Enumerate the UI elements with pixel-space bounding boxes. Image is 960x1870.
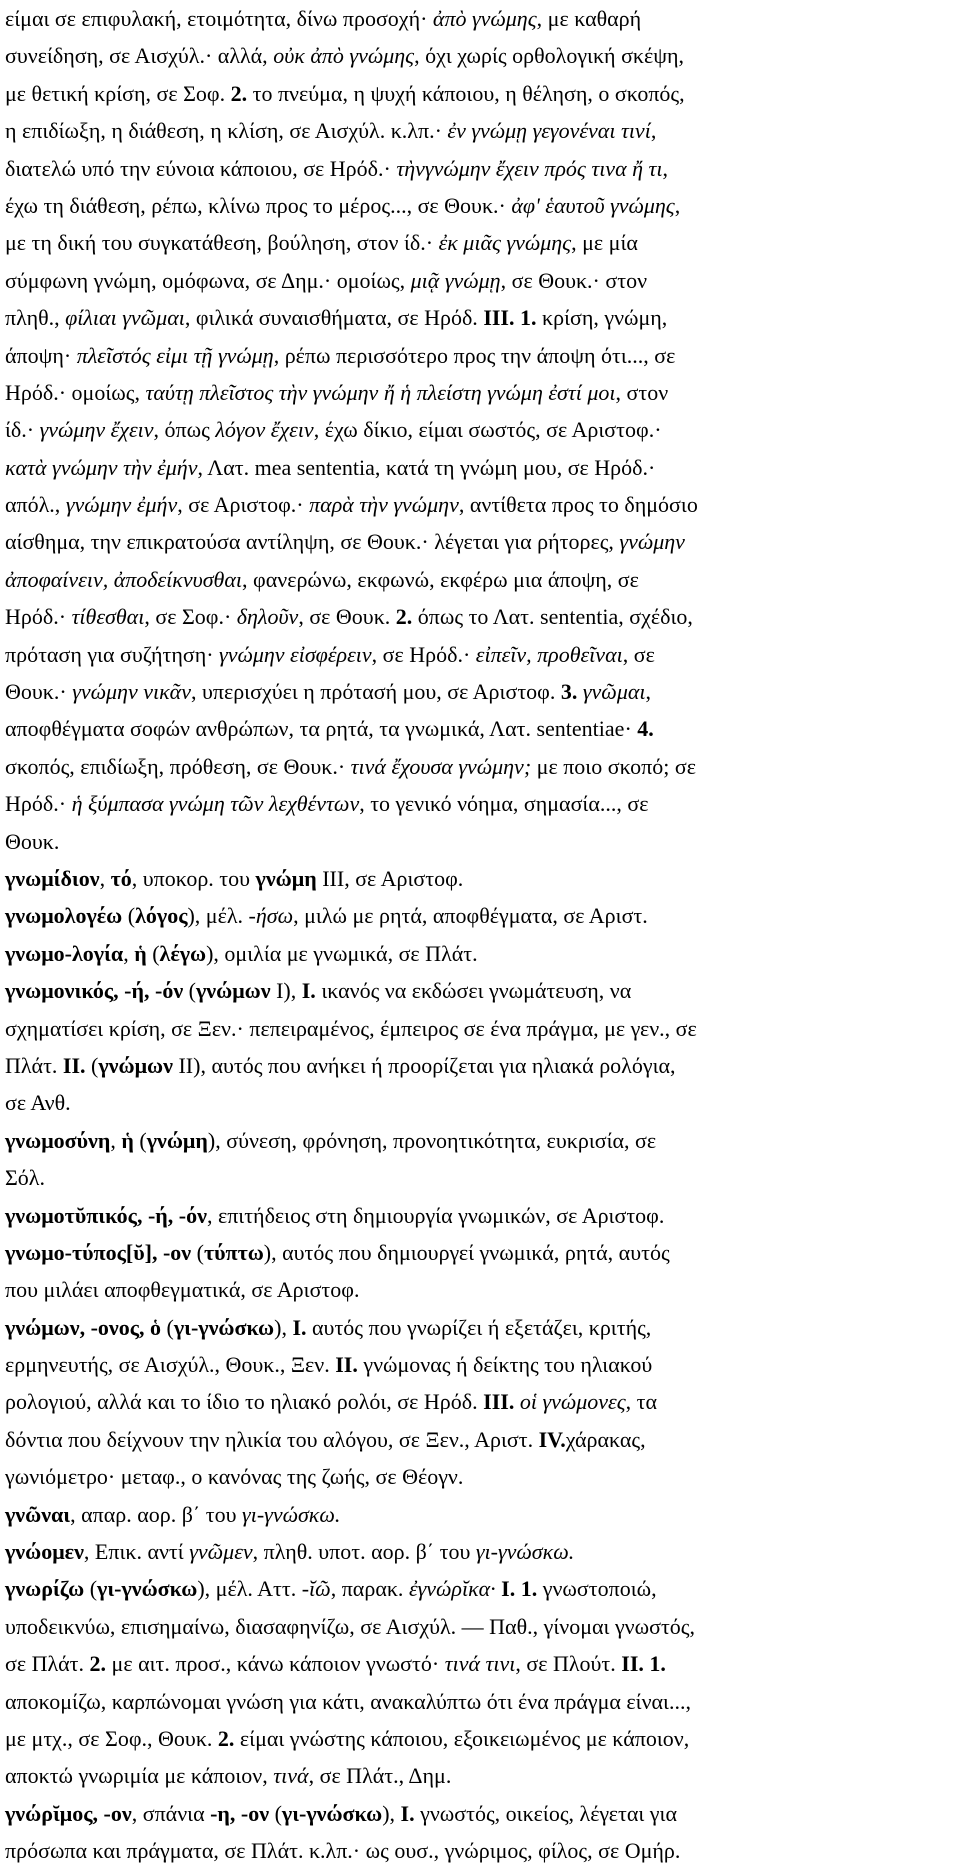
headword: γνώμων — [98, 1052, 173, 1078]
text-run: χάρακας, — [565, 1426, 646, 1452]
text-run: σύμφωνη γνώμη, ομόφωνα, σε Δημ.· ομοίως, — [5, 267, 411, 293]
citation-text: γνώμην — [619, 529, 685, 555]
text-run: σκοπός, επιδίωξη, πρόθεση, σε Θουκ.· — [5, 753, 351, 779]
text-run: , σε Ηρόδ.· — [371, 641, 476, 667]
text-line — [5, 1720, 954, 1757]
headword: 2. — [230, 80, 248, 106]
text-run: με θετική κρίση, σε Σοφ. — [5, 80, 231, 106]
text-run: ), μέλ. Αττ. — [197, 1576, 302, 1602]
citation-text: ἡ ξύμπασα γνώμη τῶν λεχθέντων — [71, 791, 360, 817]
headword: II. 1. — [621, 1651, 666, 1677]
text-run: απόλ., — [5, 492, 66, 518]
text-run: , μιλώ με ρητά, αποφθέγματα, σε Αριστ. — [293, 903, 648, 929]
text-run: , σπάνια — [131, 1800, 211, 1826]
citation-text: τινά — [273, 1763, 309, 1789]
headword: ἡ — [121, 1127, 134, 1153]
headword: γνωμίδιον — [5, 865, 100, 891]
headword: I. — [400, 1800, 415, 1826]
text-run: σε Πλάτ. — [5, 1651, 90, 1677]
headword: III. — [483, 1389, 515, 1415]
citation-text: γι-γνώσκω. — [475, 1539, 575, 1565]
text-run: έχω τη διάθεση, ρέπω, κλίνω προς το μέρος..., σε Θουκ.· — [5, 192, 512, 218]
text-line — [5, 1047, 954, 1084]
text-run: , έχω δίκιο, είμαι σωστός, σε Αριστοφ.· — [313, 417, 662, 443]
text-line — [5, 1421, 954, 1458]
citation-text: δηλοῦν — [236, 604, 299, 630]
text-line — [5, 1458, 954, 1495]
citation-text: γνώμην ἔχειν — [39, 417, 154, 443]
text-run: το πνεύμα, η ψυχή κάποιου, η θέληση, ο σκοπός, — [247, 80, 685, 106]
text-run: είμαι γνώστης κάποιου, εξοικειωμένος με κάποιον, — [234, 1725, 690, 1751]
headword: τό — [110, 865, 132, 891]
text-line — [5, 710, 954, 747]
citation-text: γνῶμεν — [189, 1539, 253, 1565]
headword: γνωμοτῠπικός, -ή, -όν — [5, 1202, 207, 1228]
headword: 3. — [560, 679, 578, 705]
citation-text: γι-γνώσκω. — [242, 1501, 341, 1527]
text-run: συνείδηση, σε Αισχύλ.· αλλά, — [5, 43, 274, 69]
citation-text: -ήσω — [248, 903, 294, 929]
text-run: ), αυτός που δημιουργεί γνωμικά, ρητά, αυτός — [263, 1239, 670, 1265]
text-run: , υπερισχύει η πρότασή μου, σε Αριστοφ. — [190, 679, 561, 705]
text-line — [5, 673, 954, 710]
citation-text: ἐγνώρῐκα· — [408, 1576, 496, 1602]
text-line — [5, 972, 954, 1009]
text-line — [5, 1234, 954, 1271]
text-line — [5, 1496, 954, 1533]
text-run: με αιτ. προσ., κάνω κάποιον γνωστό· — [106, 1651, 445, 1677]
headword: IV. — [538, 1426, 566, 1452]
text-run: I), — [270, 978, 302, 1004]
text-run: ( — [146, 940, 160, 966]
headword: γνώρῐμος, -ον — [5, 1800, 132, 1826]
text-run: με μτχ., σε Σοφ., Θουκ. — [5, 1725, 218, 1751]
citation-text: μιᾷ γνώμῃ — [410, 267, 501, 293]
headword: III. 1. — [483, 305, 537, 331]
text-line — [5, 1757, 954, 1794]
text-line — [5, 785, 954, 822]
headword: I. — [292, 1314, 307, 1340]
text-line — [5, 150, 954, 187]
text-run: είμαι σε επιφυλακή, ετοιμότητα, δίνω προσοχή· — [5, 6, 433, 31]
headword: 2. — [217, 1725, 235, 1751]
headword: τύπτω — [203, 1239, 264, 1265]
text-line — [5, 224, 954, 261]
citation-text: ἀπὸ γνώμης — [432, 6, 537, 31]
text-run: πληθ., — [5, 305, 66, 331]
text-run: πρόσωπα και πράγματα, σε Πλάτ. κ.λπ.· ως ουσ., γνώριμος, φίλος, σε Ομήρ. — [5, 1838, 681, 1864]
text-run: , — [99, 865, 111, 891]
text-run: ( — [161, 1314, 174, 1340]
text-run: γνωστοποιώ, — [537, 1576, 657, 1602]
citation-text: ἐκ μιᾶς γνώμης — [438, 230, 572, 256]
text-run: , σε Πλάτ., Δημ. — [308, 1763, 452, 1789]
headword: 4. — [637, 716, 654, 742]
text-run: διατελώ υπό την εύνοια κάποιου, σε Ηρόδ.· — [5, 155, 397, 181]
text-run: , αντίθετα προς το δημόσιο — [458, 492, 698, 518]
text-line — [5, 75, 954, 112]
text-line — [5, 636, 954, 673]
text-run: , — [662, 155, 669, 181]
text-line — [5, 823, 954, 860]
text-line — [5, 299, 954, 336]
text-run: πρόταση για συζήτηση· — [5, 641, 220, 667]
text-run: , παρακ. — [330, 1576, 409, 1602]
text-run: Ηρόδ.· — [5, 791, 72, 817]
text-line — [5, 523, 954, 560]
text-run: , σε Θουκ.· στον — [500, 267, 648, 293]
text-run: , πληθ. υποτ. αορ. β΄ του — [252, 1539, 476, 1565]
citation-text: λόγον ἔχειν — [215, 417, 314, 443]
citation-text: οὐκ ἀπὸ γνώμης — [273, 43, 415, 69]
text-line — [5, 1309, 954, 1346]
text-run: , σε — [622, 641, 655, 667]
text-run: υποδεικνύω, επισημαίνω, διασαφηνίζω, σε Αισχύλ. ― Παθ., γίνομαι γνωστός, — [5, 1613, 696, 1639]
text-line — [5, 449, 954, 486]
text-run: , — [645, 679, 652, 705]
text-run: με ποιο σκοπό; σε — [531, 753, 696, 779]
text-run: , φανερώνω, εκφωνώ, εκφέρω μια άποψη, σε — [242, 566, 639, 592]
headword: -η, -ον — [210, 1800, 270, 1826]
citation-text: οἱ γνώμονες — [519, 1389, 626, 1415]
text-run: ( — [85, 1052, 99, 1078]
text-line — [5, 337, 954, 374]
headword: γνωμοσύνη — [5, 1127, 111, 1153]
citation-text: γνώμην νικᾶν — [72, 679, 191, 705]
text-run: ), — [274, 1314, 293, 1340]
text-run: άποψη· — [5, 342, 77, 368]
headword: 2. — [395, 604, 413, 630]
text-run: ρολογιού, αλλά και το ίδιο το ηλιακό ρολόι, σε Ηρόδ. — [5, 1389, 484, 1415]
text-run: , υποκορ. του — [131, 865, 256, 891]
text-run: III, σε Αριστοφ. — [316, 865, 464, 891]
text-run: , επιτήδειος στη δημιουργία γνωμικών, σε Αριστοφ. — [206, 1202, 665, 1228]
text-run: , απαρ. αορ. β΄ του — [70, 1501, 243, 1527]
text-run: , όχι χωρίς ορθολογική σκέψη, — [414, 43, 685, 69]
headword: I. 1. — [501, 1576, 538, 1602]
citation-text: παρὰ τὴν γνώμην — [309, 492, 459, 518]
text-line — [5, 1795, 954, 1832]
text-line — [5, 1832, 954, 1869]
text-run: , όπως — [153, 417, 216, 443]
headword: γνώμη — [146, 1127, 208, 1153]
text-run: ερμηνευτής, σε Αισχύλ., Θουκ., Ξεν. — [5, 1352, 336, 1378]
text-run: , σε Θουκ. — [298, 604, 396, 630]
headword: γνωμονικός, -ή, -όν — [5, 978, 184, 1004]
text-run: , Επικ. αντί — [83, 1539, 190, 1565]
text-line — [5, 262, 954, 299]
text-line — [5, 1533, 954, 1570]
citation-text: τινά τινι — [444, 1651, 516, 1677]
text-run: , σε Αριστοφ.· — [177, 492, 310, 518]
citation-text: τὴνγνώμην ἔχειν πρός τινα ἤ τι — [396, 155, 663, 181]
text-run: γνώμονας ή δείκτης του ηλιακού — [357, 1352, 653, 1378]
headword: γνώμη — [255, 865, 317, 891]
text-run: Ηρόδ.· — [5, 604, 72, 630]
citation-text: γνῶμαι — [582, 679, 646, 705]
citation-text: φίλιαι γνῶμαι — [65, 305, 185, 331]
text-line — [5, 1084, 954, 1121]
text-line — [5, 0, 954, 37]
headword: γι-γνώσκω — [173, 1314, 275, 1340]
citation-text: ταύτῃ πλεῖστος τὴν γνώμην ἤ ἡ πλείστη γνώμη ἐστί μοι — [145, 379, 616, 405]
headword: 2. — [89, 1651, 107, 1677]
headword: λέγω — [159, 940, 207, 966]
citation-text: -ῐῶ — [301, 1576, 331, 1602]
text-line — [5, 411, 954, 448]
text-run: Σόλ. — [5, 1165, 45, 1191]
headword: I. — [301, 978, 316, 1004]
text-line — [5, 1010, 954, 1047]
headword: γνώομεν — [5, 1539, 84, 1565]
text-run: ( — [122, 903, 136, 929]
text-run: II), αυτός που ανήκει ή προορίζεται για ηλιακά ρολόγια, — [172, 1052, 676, 1078]
text-run: , — [650, 118, 657, 144]
text-run: , στον — [615, 379, 669, 405]
text-line — [5, 1197, 954, 1234]
text-run: ( — [191, 1239, 204, 1265]
text-run: σχηματίσει κρίση, σε Ξεν.· πεπειραμένος, έμπειρος σε ένα πράγμα, με γεν., σε — [5, 1015, 697, 1041]
text-run: αυτός που γνωρίζει ή εξετάζει, κριτής, — [306, 1314, 652, 1340]
headword: γνωμο-τύπος[ῠ], -ον — [5, 1239, 192, 1265]
text-run: , φιλικά συναισθήματα, σε Ηρόδ. — [184, 305, 484, 331]
headword: γνώμων — [196, 978, 271, 1004]
text-line — [5, 112, 954, 149]
text-run: Ηρόδ.· ομοίως, — [5, 379, 146, 405]
text-run: Πλάτ. — [5, 1052, 63, 1078]
text-line — [5, 1159, 954, 1196]
text-run: γνωστός, οικείος, λέγεται για — [414, 1800, 677, 1826]
text-run: ), σύνεση, φρόνηση, προνοητικότητα, ευκρισία, σε — [207, 1127, 657, 1153]
text-line — [5, 486, 954, 523]
text-run: ικανός να εκδώσει γνωμάτευση, να — [315, 978, 632, 1004]
text-run: , ρέπω περισσότερο προς την άποψη ότι..., σε — [273, 342, 676, 368]
citation-text: γνώμην εἰσφέρειν — [219, 641, 372, 667]
headword: γνώμων, -ονος, ὁ — [5, 1314, 162, 1340]
citation-text: πλεῖστός εἰμι τῇ γνώμῃ — [76, 342, 274, 368]
text-run: , τα — [625, 1389, 658, 1415]
text-line — [5, 561, 954, 598]
text-run: , σε Σοφ.· — [144, 604, 237, 630]
text-line — [5, 1122, 954, 1159]
text-run: ), μέλ. — [187, 903, 249, 929]
citation-text: ἀποφαίνειν, ἀποδείκνυσθαι — [5, 566, 243, 592]
text-line — [5, 748, 954, 785]
text-run: Θουκ. — [5, 828, 60, 854]
headword: γνῶναι — [5, 1501, 71, 1527]
text-run: Θουκ.· — [5, 679, 73, 705]
text-run: ( — [84, 1576, 98, 1602]
text-run: γωνιόμετρο· μεταφ., ο κανόνας της ζωής, σε Θέογν. — [5, 1464, 464, 1490]
text-line — [5, 1271, 954, 1308]
text-run: , με μία — [571, 230, 638, 256]
text-line — [5, 935, 954, 972]
text-run: με τη δική του συγκατάθεση, βούληση, στον ίδ.· — [5, 230, 439, 256]
text-line — [5, 374, 954, 411]
text-run: ), — [382, 1800, 401, 1826]
text-run: αποκομίζω, καρπώνομαι γνώση για κάτι, ανακαλύπτω ότι ένα πράγμα είναι..., — [5, 1688, 691, 1714]
text-run: , με καθαρή — [536, 6, 642, 31]
citation-text: τίθεσθαι — [71, 604, 145, 630]
text-run: ίδ.· — [5, 417, 40, 443]
citation-text: τινά ἔχουσα γνώμην; — [350, 753, 532, 779]
citation-text: κατὰ γνώμην τὴν ἐμήν — [5, 454, 198, 480]
text-run: , — [674, 192, 681, 218]
text-run: δόντια που δείχνουν την ηλικία του αλόγου, σε Ξεν., Αριστ. — [5, 1426, 539, 1452]
text-run: σε Ανθ. — [5, 1090, 71, 1116]
text-run: ( — [183, 978, 196, 1004]
text-line — [5, 1383, 954, 1420]
headword: γνωμο-λογία — [5, 940, 124, 966]
text-line — [5, 37, 954, 74]
text-run: που μιλάει αποφθεγματικά, σε Αριστοφ. — [5, 1277, 360, 1303]
text-line — [5, 1570, 954, 1607]
text-run: , Λατ. mea sententia, κατά τη γνώμη μου, σε Ηρόδ.· — [197, 454, 656, 480]
text-run: η επιδίωξη, η διάθεση, η κλίση, σε Αισχύλ. κ.λπ.· — [5, 118, 448, 144]
citation-text: ἐν γνώμῃ γεγονέναι τινί — [447, 118, 651, 144]
text-run: , σε Πλούτ. — [515, 1651, 622, 1677]
text-run: όπως το Λατ. sententia, σχέδιο, — [412, 604, 693, 630]
text-line — [5, 897, 954, 934]
citation-text: γνώμην ἐμήν — [65, 492, 178, 518]
headword: ἡ — [134, 940, 147, 966]
text-line — [5, 598, 954, 635]
citation-text: ἀφ' ἑαυτοῦ γνώμης — [511, 192, 675, 218]
citation-text: εἰπεῖν, προθεῖναι — [475, 641, 623, 667]
text-line — [5, 187, 954, 224]
headword: II. — [62, 1052, 86, 1078]
text-line — [5, 1683, 954, 1720]
text-run: αίσθημα, την επικρατούσα αντίληψη, σε Θουκ.· λέγεται για ρήτορες, — [5, 529, 620, 555]
text-run: , — [110, 1127, 122, 1153]
headword: γνωρίζω — [5, 1576, 85, 1602]
text-line — [5, 1608, 954, 1645]
text-line — [5, 1645, 954, 1682]
text-run: αποφθέγματα σοφών ανθρώπων, τα ρητά, τα γνωμικά, Λατ. sententiae· — [5, 716, 638, 742]
text-run: ( — [133, 1127, 147, 1153]
text-line — [5, 860, 954, 897]
text-run: ( — [269, 1800, 282, 1826]
headword: γι-γνώσκω — [281, 1800, 383, 1826]
text-line — [5, 1346, 954, 1383]
text-run: ), ομιλία με γνωμικά, σε Πλάτ. — [206, 940, 478, 966]
text-run: , το γενικό νόημα, σημασία..., σε — [359, 791, 649, 817]
text-run: κρίση, γνώμη, — [536, 305, 668, 331]
headword: γι-γνώσκω — [97, 1576, 198, 1602]
headword: γνωμολογέω — [5, 903, 123, 929]
headword: λόγος — [135, 903, 188, 929]
text-run: , — [123, 940, 135, 966]
text-run: αποκτώ γνωριμία με κάποιον, — [5, 1763, 274, 1789]
headword: II. — [335, 1352, 358, 1378]
